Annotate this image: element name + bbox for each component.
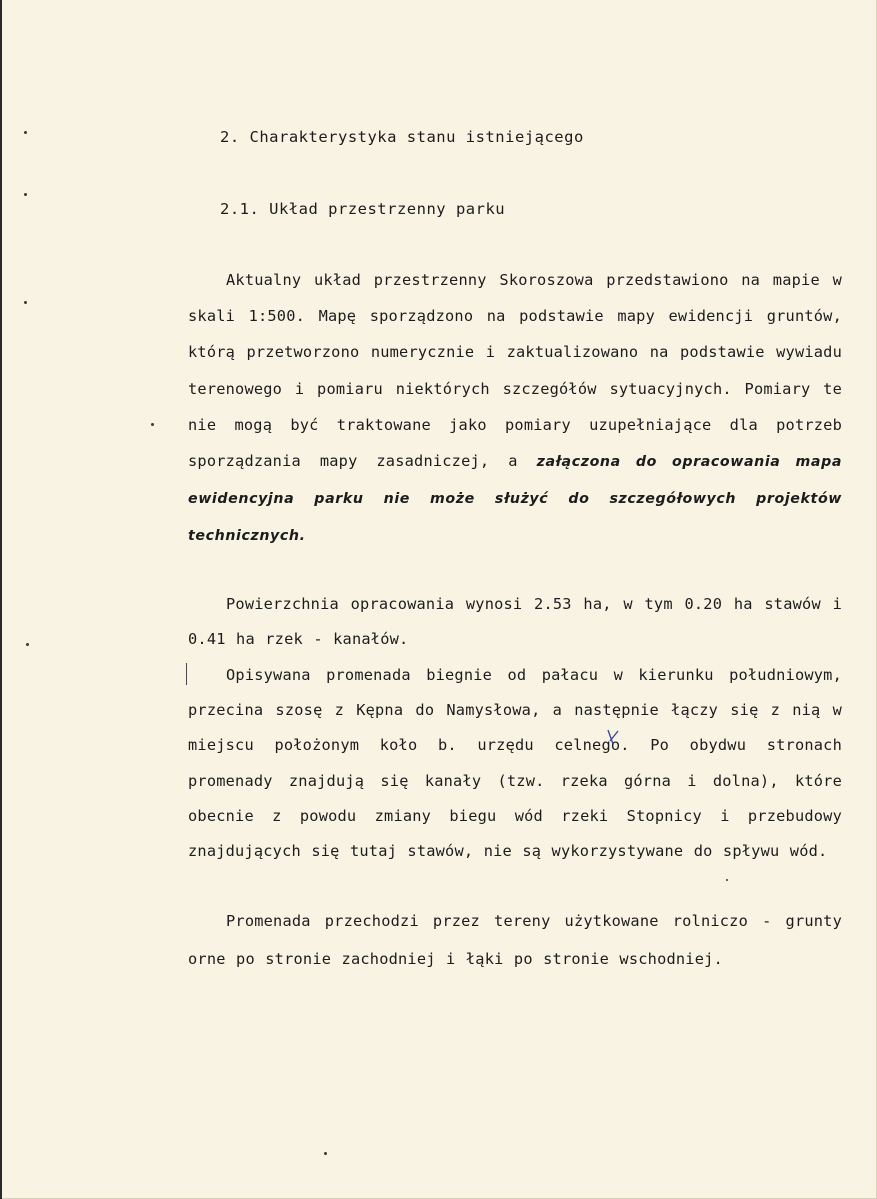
paragraph-map-text: Aktualny układ przestrzenny Skoroszowa przedstawiono na mapie w skali 1:500. Mapę sporządzono na podstawie mapy ewidencji gruntów, którą przetworzono numerycznie i zaktualizowano na podstawie wywiadu terenowego i pomiaru niektórych szczegółów sytuacyjnych. Pomiary te nie mogą być traktowane jako pomiary uzupełniające dla potrzeb sporządzania mapy zasadniczej, a	[188, 271, 842, 471]
paragraph-area: Powierzchnia opracowania wynosi 2.53 ha, w tym 0.20 ha stawów i 0.41 ha rzek - kanałów.	[188, 595, 842, 648]
scan-speck	[24, 301, 27, 304]
paragraph-map-description	[188, 262, 842, 555]
emphasized-disclaimer: załączona do opracowania mapa ewidencyjna parku nie może służyć do szczegółowych projektów technicznych.	[188, 454, 843, 545]
subsection-heading: 2.1. Układ przestrzenny parku	[220, 200, 506, 218]
scan-speck	[151, 423, 154, 426]
paragraph-land-use: Promenada przechodzi przez tereny użytkowane rolniczo - grunty orne po stronie zachodniej i łąki po stronie wschodniej.	[188, 912, 842, 968]
section-heading: 2. Charakterystyka stanu istniejącego	[220, 128, 584, 146]
paragraph-promenade: Opisywana promenada biegnie od pałacu w kierunku południowym, przecina szosę z Kępna do Namysłowa, a następnie łączy się z nią w miejscu położonym koło b. urzędu celnego. Po obydwu stronach promenady znajdują się kanały (tzw. rzeka górna i dolna), które obecnie z powodu zmiany biegu wód rzeki Stopnicy i przebudowy znajdujących się tutaj stawów, nie są wykorzystywane do spływu wód.	[188, 666, 842, 861]
scan-speck	[324, 1152, 327, 1155]
scan-speck	[24, 193, 27, 196]
margin-pen-stroke	[186, 663, 187, 685]
scan-speck	[726, 879, 728, 881]
handwritten-correction-mark	[604, 728, 622, 748]
scan-speck	[24, 131, 27, 134]
scan-speck	[26, 643, 29, 646]
